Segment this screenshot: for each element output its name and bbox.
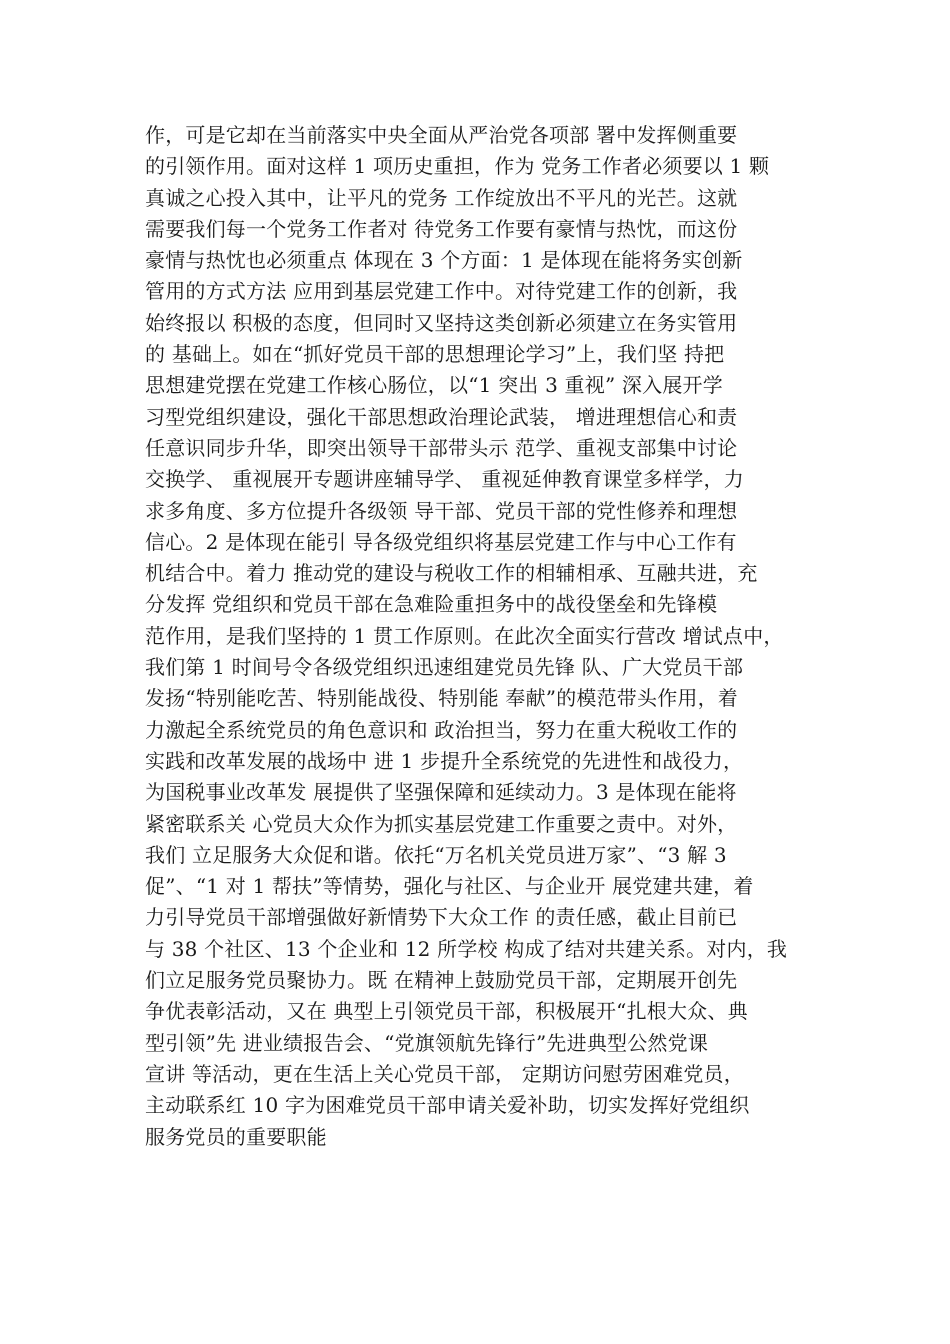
text-line: 我们第 1 时间号令各级党组织迅速组建党员先锋 队、广大党员干部 bbox=[145, 655, 744, 680]
text-line: 宣讲 等活动，更在生活上关心党员干部， 定期访问慰劳困难党员， bbox=[145, 1061, 744, 1086]
text-line: 争优表彰活动，又在 典型上引领党员干部，积极展开“扎根大众、典 bbox=[145, 999, 748, 1024]
text-line: 需要我们每一个党务工作者对 待党务工作要有豪情与热忱，而这份 bbox=[145, 216, 738, 241]
text-line: 任意识同步升华，即突出领导干部带头示 范学、重视支部集中讨论 bbox=[145, 435, 738, 460]
text-line: 管用的方式方法 应用到基层党建工作中。对待党建工作的创新，我 bbox=[145, 279, 738, 304]
text-line: 真诚之心投入其中，让平凡的党务 工作绽放出不平凡的光芒。这就 bbox=[145, 185, 738, 210]
text-line: 机结合中。着力 推动党的建设与税收工作的相辅相承、互融共进，充 bbox=[145, 561, 758, 586]
text-line: 力激起全系统党员的角色意识和 政治担当，努力在重大税收工作的 bbox=[145, 717, 738, 742]
text-line: 服务党员的重要职能 bbox=[145, 1124, 327, 1149]
text-line: 习型党组织建设，强化干部思想政治理论武装， 增进理想信心和责 bbox=[145, 404, 738, 429]
text-line: 发扬“特别能吃苦、特别能战役、特别能 奉献”的模范带头作用，着 bbox=[145, 686, 739, 711]
text-line: 豪情与热忱也必须重点 体现在 3 个方面：1 是体现在能将务实创新 bbox=[145, 248, 743, 273]
text-line: 为国税事业改革发 展提供了坚强保障和延续动力。3 是体现在能将 bbox=[145, 780, 737, 805]
text-line: 实践和改革发展的战场中 进 1 步提升全系统党的先进性和战役力， bbox=[145, 748, 744, 773]
text-line: 紧密联系关 心党员大众作为抓实基层党建工作重要之责中。对外， bbox=[145, 811, 738, 836]
text-line: 作，可是它却在当前落实中央全面从严治党各项部 署中发挥侧重要 bbox=[145, 123, 738, 147]
text-line: 的引领作用。面对这样 1 项历史重担，作为 党务工作者必须要以 1 颗 bbox=[145, 154, 770, 179]
text-line: 力引导党员干部增强做好新情势下大众工作 的责任感，截止目前已 bbox=[145, 905, 738, 930]
text-line: 信心。2 是体现在能引 导各级党组织将基层党建工作与中心工作有 bbox=[145, 529, 737, 554]
text-line: 范作用，是我们坚持的 1 贯工作原则。在此次全面实行营改 增试点中， bbox=[145, 623, 784, 648]
text-line: 主动联系红 10 字为困难党员干部申请关爱补助，切实发挥好党组织 bbox=[145, 1093, 750, 1118]
text-line: 与 38 个社区、13 个企业和 12 所学校 构成了结对共建关系。对内，我 bbox=[145, 936, 788, 961]
text-line: 求多角度、多方位提升各级领 导干部、党员干部的党性修养和理想 bbox=[145, 498, 738, 523]
text-line: 我们 立足服务大众促和谐。依托“万名机关党员进万家”、“3 解 3 bbox=[145, 842, 727, 867]
text-line: 交换学、 重视展开专题讲座辅导学、 重视延伸教育课堂多样学，力 bbox=[145, 467, 744, 492]
text-line: 的 基础上。如在“抓好党员干部的思想理论学习”上，我们坚 持把 bbox=[145, 342, 725, 367]
text-line: 思想建党摆在党建工作核心肠位，以“1 突出 3 重视” 深入展开学 bbox=[145, 373, 723, 398]
body-text bbox=[145, 120, 825, 1153]
text-line: 型引领”先 进业绩报告会、“党旗领航先锋行”先进典型公然党课 bbox=[145, 1030, 709, 1055]
text-line: 始终报以 积极的态度，但同时又坚持这类创新必须建立在务实管用 bbox=[145, 310, 738, 335]
text-line: 分发挥 党组织和党员干部在急难险重担务中的战役堡垒和先锋模 bbox=[145, 592, 718, 617]
text-line: 促”、“1 对 1 帮扶”等情势，强化与社区、与企业开 展党建共建，着 bbox=[145, 874, 754, 899]
text-line: 们立足服务党员聚协力。既 在精神上鼓励党员干部，定期展开创先 bbox=[145, 968, 738, 993]
